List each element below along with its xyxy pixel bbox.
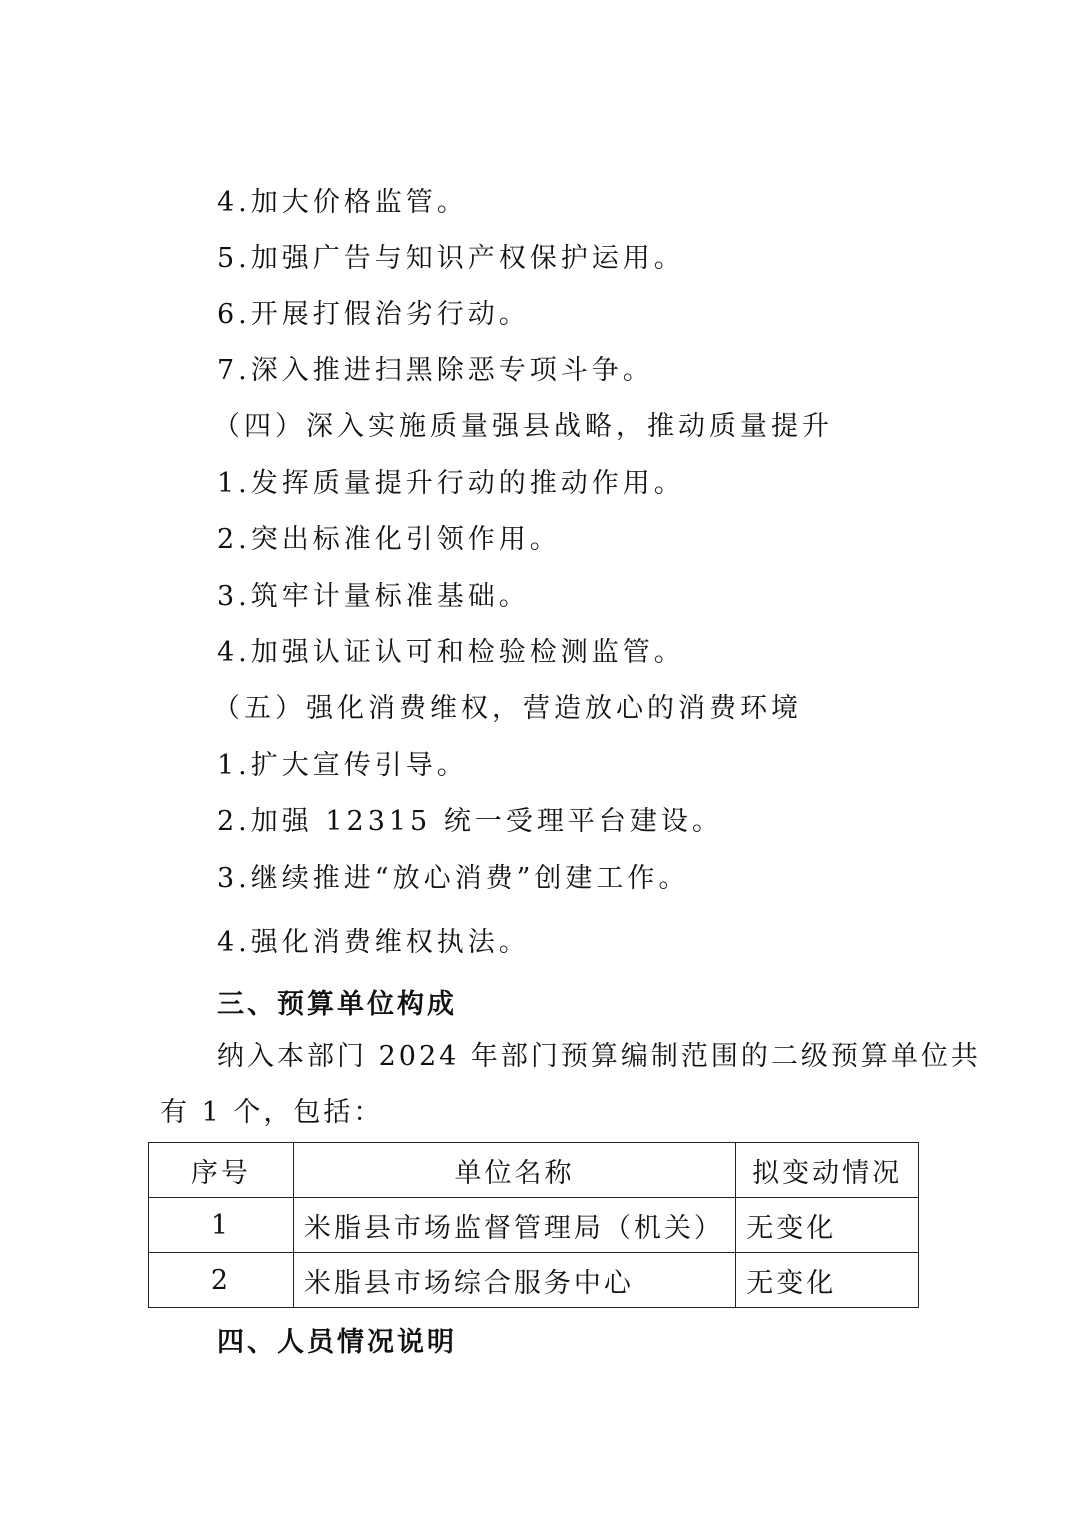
table-header-row <box>149 1143 919 1198</box>
table-row <box>149 1253 919 1308</box>
column-header-change: 拟变动情况 <box>736 1143 919 1198</box>
cell-index: 2 <box>149 1253 294 1308</box>
subsection-heading: （四）深入实施质量强县战略，推动质量提升 <box>213 411 833 442</box>
list-item: 1.发挥质量提升行动的推动作用。 <box>217 468 685 499</box>
section-heading: 三、预算单位构成 <box>217 989 457 1020</box>
list-item: 4.强化消费维权执法。 <box>217 927 530 958</box>
list-item: 2.加强 12315 统一受理平台建设。 <box>217 806 723 837</box>
table-row <box>149 1198 919 1253</box>
list-item: 7.深入推进扫黑除恶专项斗争。 <box>217 355 654 386</box>
cell-unit-name: 米脂县市场综合服务中心 <box>293 1253 735 1308</box>
column-header-index: 序号 <box>149 1143 294 1198</box>
cell-index: 1 <box>149 1198 294 1253</box>
budget-units-table <box>148 1142 919 1308</box>
list-item: 3.继续推进“放心消费”创建工作。 <box>217 863 690 894</box>
list-item: 4.加大价格监管。 <box>217 187 468 218</box>
paragraph-line: 有 1 个，包括： <box>160 1097 384 1128</box>
column-header-unit-name: 单位名称 <box>293 1143 735 1198</box>
cell-unit-name: 米脂县市场监督管理局（机关） <box>293 1198 735 1253</box>
section-heading: 四、人员情况说明 <box>217 1327 457 1358</box>
list-item: 5.加强广告与知识产权保护运用。 <box>217 243 685 274</box>
list-item: 1.扩大宣传引导。 <box>217 750 468 781</box>
list-item: 6.开展打假治劣行动。 <box>217 299 530 330</box>
cell-change: 无变化 <box>736 1198 919 1253</box>
list-item: 3.筑牢计量标准基础。 <box>217 581 530 612</box>
cell-change: 无变化 <box>736 1253 919 1308</box>
paragraph-line: 纳入本部门 2024 年部门预算编制范围的二级预算单位共 <box>217 1041 981 1072</box>
list-item: 2.突出标准化引领作用。 <box>217 524 561 555</box>
list-item: 4.加强认证认可和检验检测监管。 <box>217 637 685 668</box>
subsection-heading: （五）强化消费维权，营造放心的消费环境 <box>213 693 802 724</box>
